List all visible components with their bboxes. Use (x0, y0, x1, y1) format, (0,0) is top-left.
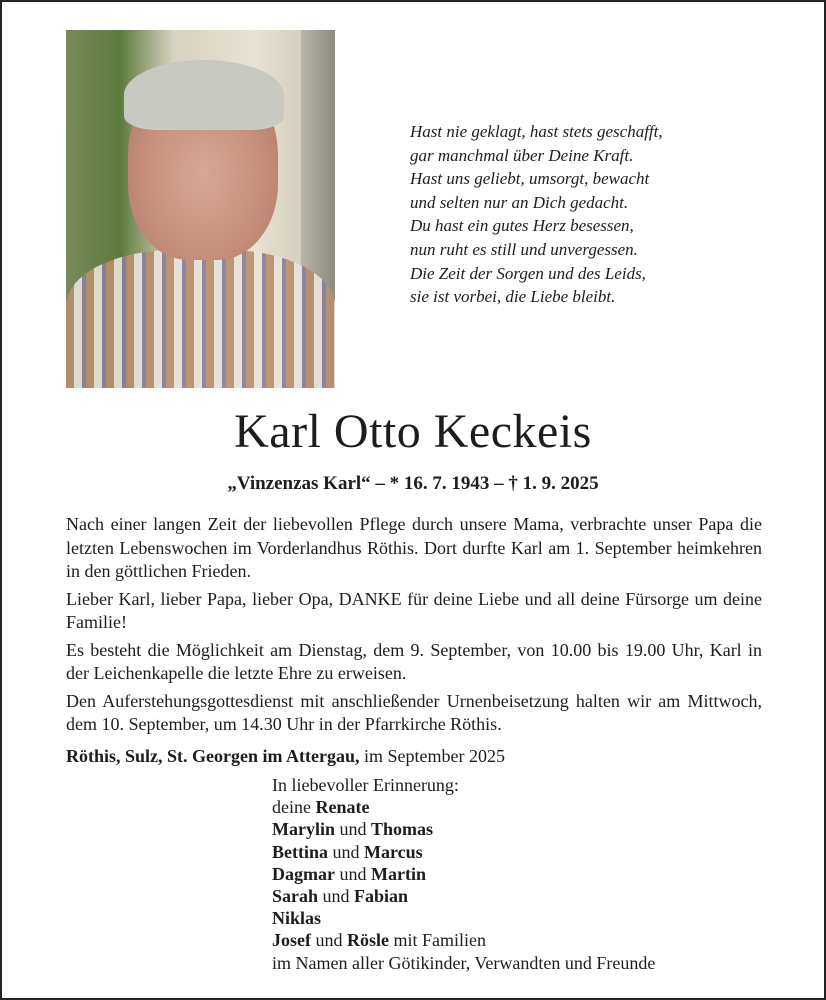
poem (410, 120, 810, 309)
mourner-line: Sarah und Fabian (272, 886, 409, 907)
closing-line: im Namen aller Götikinder, Verwandten und Freunde (272, 952, 656, 973)
deceased-name: Karl Otto Keckeis (234, 405, 592, 458)
paragraph: Den Auferstehungsgottesdienst mit anschließender Urnenbeisetzung halten wir am Mittwoch, dem 10. September, um 14.30 Uhr in der Pfarrkirche Röthis. (66, 690, 762, 734)
mourner-line: Niklas (272, 908, 322, 929)
portrait-photo (66, 30, 335, 388)
paragraph: Nach einer langen Zeit der liebevollen Pflege durch unsere Mama, verbrachte unser Papa die letzten Lebenswochen im Vorderlandhus Röthis. Dort durfte Karl am 1. September heimkehren in den göttlichen Frieden. (66, 514, 762, 581)
poem-line: gar manchmal über Deine Kraft. (410, 145, 634, 165)
mourner-line: Dagmar und Martin (272, 863, 426, 884)
poem-line: und selten nur an Dich gedacht. (410, 192, 629, 212)
poem-line: Du hast ein gutes Herz besessen, (410, 216, 634, 236)
mourner-line: Marylin und Thomas (272, 819, 434, 840)
places: Röthis, Sulz, St. Georgen im Attergau, (66, 745, 360, 766)
poem-line: nun ruht es still und unvergessen. (410, 239, 638, 259)
mourners-list (272, 774, 762, 974)
poem-line: Die Zeit der Sorgen und des Leids, (410, 263, 646, 283)
mourner-line: Bettina und Marcus (272, 841, 423, 862)
obituary-text (66, 513, 762, 737)
mourner-line: deine Renate (272, 797, 370, 818)
month-year: im September 2025 (359, 745, 505, 766)
mourner-line: Josef und Rösle mit Familien (272, 930, 486, 951)
content-flow (0, 513, 826, 988)
paragraph: Lieber Karl, lieber Papa, lieber Opa, DANKE für deine Liebe und all deine Fürsorge um deine Familie! (66, 588, 762, 632)
intro: In liebevoller Erinnerung: (272, 775, 459, 795)
place-date (66, 745, 762, 769)
poem-line: Hast nie geklagt, hast stets geschafft, (410, 122, 663, 141)
poem-line: Hast uns geliebt, umsorgt, bewacht (410, 169, 650, 189)
paragraph: Es besteht die Möglichkeit am Dienstag, dem 9. September, von 10.00 bis 19.00 Uhr, Karl in der Leichenkapelle die letzte Ehre zu erweisen. (66, 639, 762, 683)
life-dates: „Vinzenzas Karl“ – * 16. 7. 1943 – † 1. 9. 2025 (227, 473, 599, 494)
poem-line: sie ist vorbei, die Liebe bleibt. (410, 287, 616, 307)
